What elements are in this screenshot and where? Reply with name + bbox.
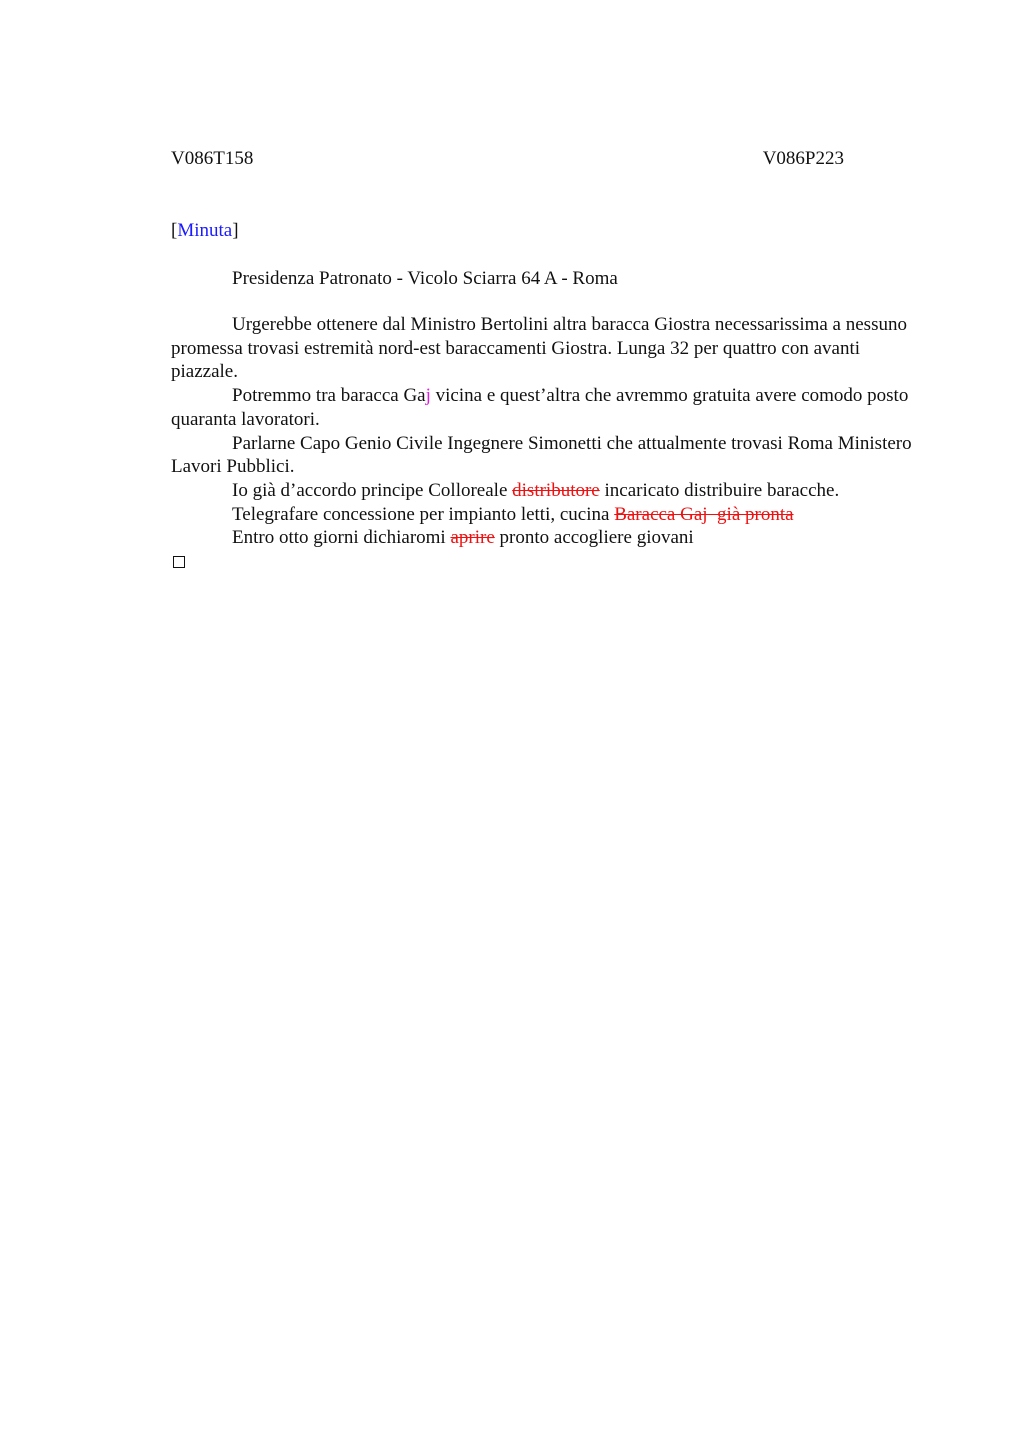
document-type-label — [171, 217, 921, 245]
paragraph-2 — [171, 384, 921, 431]
paragraph-5-text-start: Telegrafare concessione per impianto letti, cucina — [232, 503, 615, 525]
paragraph-2-text-end: vicina e quest’altra che avremmo gratuita avere comodo posto quaranta lavoratori. — [171, 385, 909, 430]
addressee-line: Presidenza Patronato - Vicolo Sciarra 64 A - Roma — [232, 268, 618, 289]
paragraph-6 — [171, 526, 921, 550]
paragraph-1: Urgerebbe ottenere dal Ministro Bertolini altra baracca Giostra necessarissima a nessuno promessa trovasi estremità nord-est baraccamenti Giostra. Lunga 32 per quattro con avanti piazzale. — [171, 314, 907, 383]
paragraph-5 — [171, 503, 921, 527]
telegram-body — [171, 313, 921, 550]
paragraph-3: Parlarne Capo Genio Civile Ingegnere Simonetti che attualmente trovasi Roma Ministero Lavori Pubblici. — [171, 432, 912, 478]
paragraph-5-deletion: Baracca Gaj già pronta — [614, 503, 794, 525]
paragraph-2-text-start: Potremmo tra baracca Ga — [232, 385, 426, 407]
label-close-bracket: ] — [232, 220, 239, 241]
document-page — [171, 145, 921, 574]
paragraph-4-text-start: Io già d’accordo principe Colloreale — [232, 479, 513, 501]
page-id: V086P223 — [762, 148, 844, 169]
paragraph-4 — [171, 479, 921, 503]
label-text: Minuta — [177, 220, 233, 241]
paragraph-4-deletion: distributore — [512, 479, 600, 501]
label-open-bracket: [ — [171, 220, 178, 241]
text-id: V086T158 — [171, 148, 254, 169]
paragraph-6-text-start: Entro otto giorni dichiaromi — [232, 527, 451, 549]
paragraph-6-text-end: pronto accogliere giovani — [494, 527, 694, 549]
paragraph-4-text-end: incaricato distribuire baracche. — [599, 479, 840, 501]
document-header — [171, 145, 844, 173]
end-of-text-square-icon — [173, 556, 185, 568]
paragraph-6-deletion: aprire — [450, 527, 495, 549]
paragraph-2-insertion: j — [425, 385, 431, 407]
